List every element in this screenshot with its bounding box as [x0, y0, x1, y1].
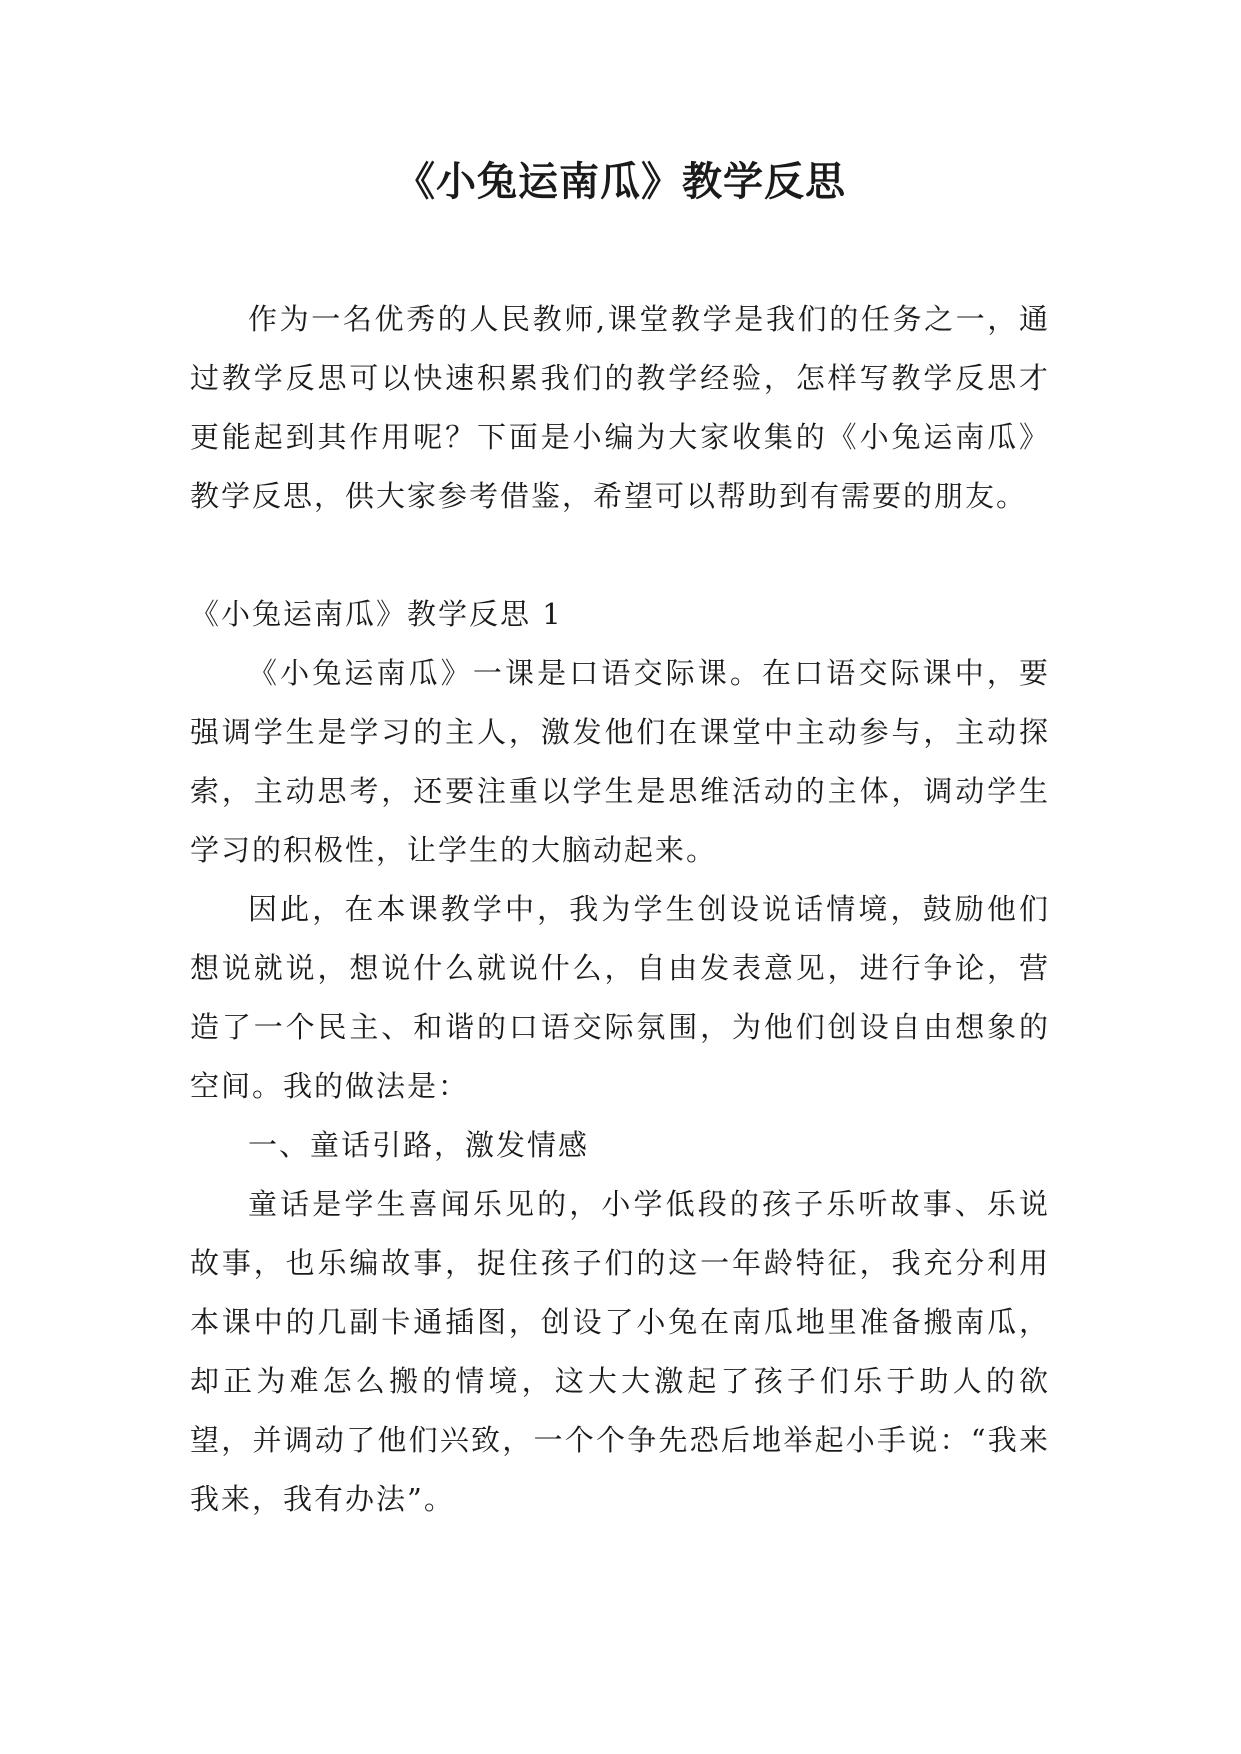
document-title: 《小兔运南瓜》教学反思: [395, 158, 846, 205]
document-body: [190, 290, 1050, 1529]
section-heading: 《小兔运南瓜》教学反思 1: [190, 597, 563, 631]
body-paragraph: 《小兔运南瓜》一课是口语交际课。在口语交际课中，要强调学生是学习的主人，激发他们在课堂中主动参与，主动探索，主动思考，还要注重以学生是思维活动的主体，调动学生学习的积极性，让学生的大脑动起来。: [190, 656, 1050, 867]
intro-paragraph: 作为一名优秀的人民教师,课堂教学是我们的任务之一，通过教学反思可以快速积累我们的教学经验，怎样写教学反思才更能起到其作用呢？下面是小编为大家收集的《小兔运南瓜》教学反思，供大家参考借鉴，希望可以帮助到有需要的朋友。: [190, 302, 1050, 513]
body-paragraph: 童话是学生喜闻乐见的，小学低段的孩子乐听故事、乐说故事，也乐编故事，捉住孩子们的这一年龄特征，我充分利用本课中的几副卡通插图，创设了小兔在南瓜地里准备搬南瓜，却正为难怎么搬的情境，这大大激起了孩子们乐于助人的欲望，并调动了他们兴致，一个个争先恐后地举起小手说：“我来我来，我有办法”。: [190, 1187, 1050, 1516]
body-paragraph: 因此，在本课教学中，我为学生创设说话情境，鼓励他们想说就说，想说什么就说什么，自由发表意见，进行争论，营造了一个民主、和谐的口语交际氛围，为他们创设自由想象的空间。我的做法是：: [190, 892, 1050, 1103]
subheading-paragraph: 一、童话引路，激发情感: [248, 1128, 590, 1162]
